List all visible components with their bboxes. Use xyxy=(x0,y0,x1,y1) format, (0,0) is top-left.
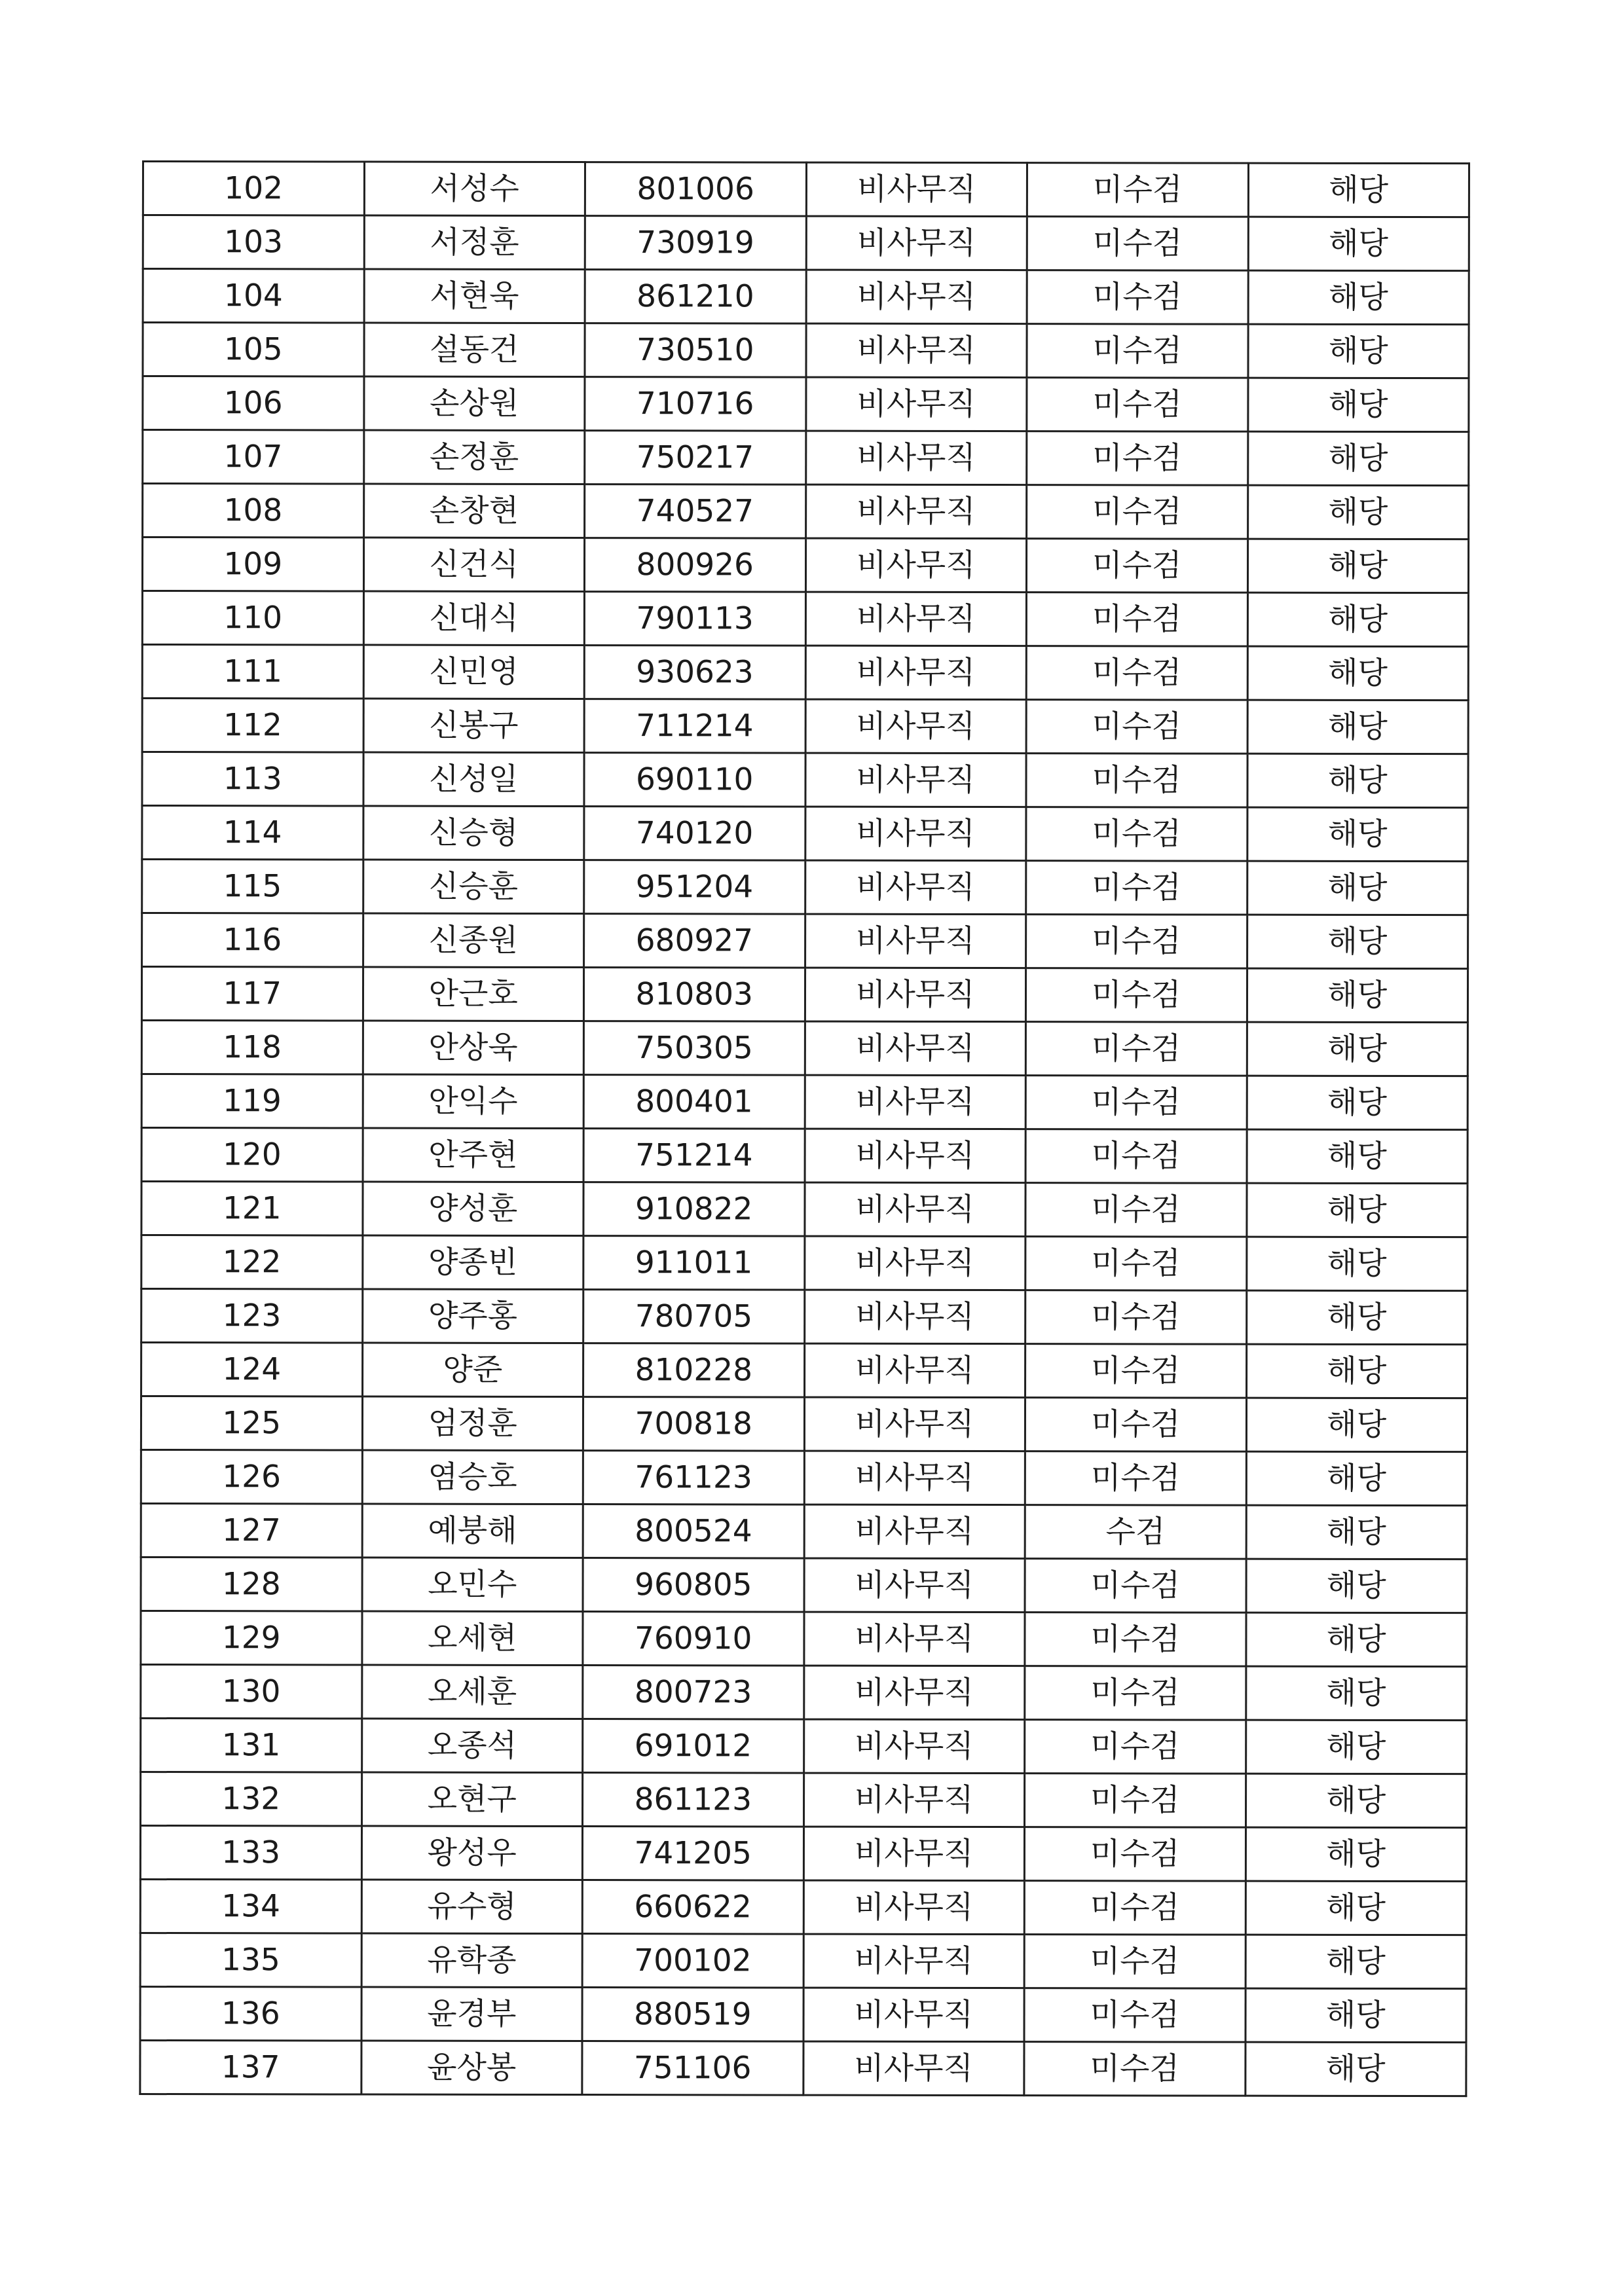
job-type-cell: 비사무직 xyxy=(804,1182,1025,1237)
job-type-cell: 비사무직 xyxy=(803,1666,1025,1720)
table-row xyxy=(143,323,1469,378)
job-type-cell: 비사무직 xyxy=(803,2041,1024,2096)
row-number-cell: 109 xyxy=(142,538,363,592)
birthdate-cell: 750217 xyxy=(585,431,806,485)
job-type-cell: 비사무직 xyxy=(805,914,1026,968)
job-type-cell: 비사무직 xyxy=(803,1880,1025,1935)
applicability-cell: 해당 xyxy=(1245,1988,1466,2043)
table-row xyxy=(142,538,1468,593)
birthdate-cell: 700102 xyxy=(582,1934,803,1988)
birthdate-cell: 751214 xyxy=(583,1129,805,1183)
birthdate-cell: 790113 xyxy=(584,592,805,646)
birthdate-cell: 801006 xyxy=(585,162,806,217)
exam-status-cell: 미수검 xyxy=(1026,754,1247,808)
applicability-cell: 해당 xyxy=(1248,270,1469,325)
table-row xyxy=(140,1933,1466,1988)
birthdate-cell: 800401 xyxy=(583,1075,805,1129)
exam-status-cell: 미수검 xyxy=(1026,646,1247,701)
name-cell: 예붕해 xyxy=(362,1504,583,1558)
job-type-cell: 비사무직 xyxy=(804,1343,1025,1398)
name-cell: 염승호 xyxy=(362,1450,583,1504)
birthdate-cell: 740527 xyxy=(585,484,806,539)
row-number-cell: 131 xyxy=(141,1718,362,1772)
row-number-cell: 132 xyxy=(141,1772,362,1826)
exam-status-cell: 미수검 xyxy=(1024,1935,1246,1989)
job-type-cell: 비사무직 xyxy=(804,1558,1025,1613)
birthdate-cell: 751106 xyxy=(582,2041,803,2096)
row-number-cell: 127 xyxy=(141,1503,362,1558)
table-row xyxy=(143,484,1469,539)
applicability-cell: 해당 xyxy=(1245,2042,1466,2096)
applicability-cell: 해당 xyxy=(1247,646,1469,701)
applicability-cell: 해당 xyxy=(1246,1398,1467,1452)
table-row xyxy=(143,215,1469,271)
birthdate-cell: 780705 xyxy=(583,1290,805,1344)
table-row xyxy=(141,967,1467,1023)
exam-status-cell: 미수검 xyxy=(1025,1022,1247,1076)
applicability-cell: 해당 xyxy=(1247,1076,1468,1130)
birthdate-cell: 761123 xyxy=(583,1451,804,1505)
job-type-cell: 비사무직 xyxy=(805,1075,1026,1129)
row-number-cell: 115 xyxy=(142,860,363,914)
table-row xyxy=(143,430,1469,486)
row-number-cell: 116 xyxy=(142,913,363,968)
name-cell: 오민수 xyxy=(362,1558,583,1612)
row-number-cell: 126 xyxy=(141,1450,362,1504)
applicability-cell: 해당 xyxy=(1246,1183,1467,1237)
table-row xyxy=(142,699,1468,754)
applicability-cell: 해당 xyxy=(1247,1022,1468,1076)
birthdate-cell: 730510 xyxy=(585,323,806,378)
exam-status-cell: 미수검 xyxy=(1027,217,1248,271)
row-number-cell: 107 xyxy=(143,430,364,484)
applicability-cell: 해당 xyxy=(1246,1666,1467,1721)
exam-status-cell: 미수검 xyxy=(1027,378,1248,432)
table-row xyxy=(141,1718,1467,1774)
name-cell: 양준 xyxy=(362,1343,583,1397)
name-cell: 양주홍 xyxy=(362,1289,583,1343)
exam-status-cell: 미수검 xyxy=(1025,1666,1246,1721)
exam-status-cell: 미수검 xyxy=(1025,1076,1247,1130)
table-row xyxy=(143,376,1469,432)
applicability-cell: 해당 xyxy=(1247,431,1469,486)
job-type-cell: 비사무직 xyxy=(805,646,1027,700)
exam-status-cell: 미수검 xyxy=(1027,163,1248,217)
job-type-cell: 비사무직 xyxy=(804,1236,1025,1290)
job-type-cell: 비사무직 xyxy=(803,1827,1025,1881)
birthdate-cell: 660622 xyxy=(582,1880,803,1935)
exam-status-cell: 미수검 xyxy=(1025,968,1247,1023)
birthdate-cell: 960805 xyxy=(583,1558,804,1613)
name-cell: 오현구 xyxy=(361,1772,583,1827)
applicability-cell: 해당 xyxy=(1246,1290,1467,1345)
exam-status-cell: 미수검 xyxy=(1025,1129,1247,1184)
row-number-cell: 121 xyxy=(141,1182,363,1236)
birthdate-cell: 691012 xyxy=(583,1719,804,1774)
exam-status-cell: 미수검 xyxy=(1025,1451,1246,1506)
applicability-cell: 해당 xyxy=(1247,592,1469,647)
table-row xyxy=(143,162,1469,217)
job-type-cell: 비사무직 xyxy=(806,216,1027,270)
applicability-cell: 해당 xyxy=(1246,1505,1467,1559)
table-row xyxy=(141,1343,1467,1398)
table-row xyxy=(143,269,1469,325)
row-number-cell: 123 xyxy=(141,1289,363,1343)
name-cell: 유수형 xyxy=(361,1880,583,1934)
row-number-cell: 114 xyxy=(142,806,363,860)
exam-status-cell: 미수검 xyxy=(1025,1720,1246,1774)
table-row xyxy=(141,1450,1467,1506)
exam-status-cell: 미수검 xyxy=(1026,915,1247,969)
name-cell: 손상원 xyxy=(363,376,585,431)
name-cell: 신성일 xyxy=(363,752,584,807)
job-type-cell: 비사무직 xyxy=(805,1129,1026,1183)
job-type-cell: 비사무직 xyxy=(805,1021,1026,1076)
row-number-cell: 120 xyxy=(141,1128,363,1182)
name-cell: 오세현 xyxy=(361,1611,583,1666)
row-number-cell: 133 xyxy=(140,1825,361,1880)
applicability-cell: 해당 xyxy=(1246,1881,1467,1935)
name-cell: 윤경부 xyxy=(361,1987,582,2041)
row-number-cell: 118 xyxy=(141,1021,363,1075)
applicability-cell: 해당 xyxy=(1246,1451,1467,1506)
exam-status-cell: 미수검 xyxy=(1027,324,1248,378)
row-number-cell: 128 xyxy=(141,1557,362,1611)
exam-status-cell: 미수검 xyxy=(1025,1559,1246,1613)
row-number-cell: 134 xyxy=(140,1879,361,1933)
table-row xyxy=(142,591,1468,647)
name-cell: 왕성우 xyxy=(361,1826,583,1880)
row-number-cell: 136 xyxy=(140,1986,361,2041)
table-row xyxy=(141,1503,1467,1559)
applicability-cell: 해당 xyxy=(1247,539,1469,593)
applicability-cell: 해당 xyxy=(1247,1129,1468,1184)
exam-status-cell: 수검 xyxy=(1025,1505,1246,1559)
table-row xyxy=(140,2040,1466,2096)
birthdate-cell: 710716 xyxy=(585,377,806,431)
applicability-cell: 해당 xyxy=(1247,915,1468,969)
row-number-cell: 137 xyxy=(140,2040,361,2094)
birthdate-cell: 911011 xyxy=(583,1236,805,1290)
job-type-cell: 비사무직 xyxy=(803,1719,1025,1774)
table-row xyxy=(142,913,1468,969)
row-number-cell: 110 xyxy=(142,591,363,646)
exam-status-cell: 미수검 xyxy=(1025,1290,1247,1345)
birthdate-cell: 700818 xyxy=(583,1397,804,1451)
exam-status-cell: 미수검 xyxy=(1026,700,1247,754)
exam-status-cell: 미수검 xyxy=(1027,270,1248,325)
row-number-cell: 103 xyxy=(143,215,364,270)
birthdate-cell: 930623 xyxy=(584,646,805,700)
roster-table xyxy=(139,160,1470,2097)
exam-status-cell: 미수검 xyxy=(1027,431,1248,486)
table-row xyxy=(140,1986,1466,2042)
exam-status-cell: 미수검 xyxy=(1025,1613,1246,1667)
table-row xyxy=(142,752,1468,808)
table-row xyxy=(141,1182,1467,1237)
job-type-cell: 비사무직 xyxy=(805,484,1027,539)
table-row xyxy=(142,645,1468,701)
exam-status-cell: 미수검 xyxy=(1025,1183,1247,1237)
job-type-cell: 비사무직 xyxy=(805,860,1026,915)
job-type-cell: 비사무직 xyxy=(805,807,1026,861)
table-row xyxy=(141,1235,1467,1291)
exam-status-cell: 미수검 xyxy=(1026,539,1247,593)
table-row xyxy=(141,1611,1467,1666)
job-type-cell: 비사무직 xyxy=(803,1612,1025,1666)
table-row xyxy=(140,1879,1466,1935)
row-number-cell: 124 xyxy=(141,1343,363,1397)
birthdate-cell: 741205 xyxy=(582,1827,803,1881)
applicability-cell: 해당 xyxy=(1247,324,1469,378)
row-number-cell: 104 xyxy=(143,269,364,323)
applicability-cell: 해당 xyxy=(1246,1935,1467,1989)
exam-status-cell: 미수검 xyxy=(1024,1988,1246,2043)
applicability-cell: 해당 xyxy=(1246,1720,1467,1774)
applicability-cell: 해당 xyxy=(1246,1237,1467,1291)
name-cell: 서현욱 xyxy=(364,269,585,323)
job-type-cell: 비사무직 xyxy=(805,431,1027,485)
exam-status-cell: 미수검 xyxy=(1026,592,1247,647)
birthdate-cell: 810803 xyxy=(583,968,805,1022)
table-row xyxy=(141,1557,1467,1613)
job-type-cell: 비사무직 xyxy=(803,1988,1024,2042)
row-number-cell: 111 xyxy=(142,645,363,699)
applicability-cell: 해당 xyxy=(1248,217,1469,271)
name-cell: 신대식 xyxy=(363,591,585,646)
name-cell: 윤상봉 xyxy=(361,2041,582,2095)
birthdate-cell: 730919 xyxy=(585,216,806,270)
name-cell: 신승훈 xyxy=(363,860,584,914)
birthdate-cell: 861210 xyxy=(585,270,806,324)
name-cell: 신민영 xyxy=(363,645,585,699)
job-type-cell: 비사무직 xyxy=(804,1451,1025,1505)
birthdate-cell: 880519 xyxy=(582,1988,803,2042)
job-type-cell: 비사무직 xyxy=(806,270,1027,324)
job-type-cell: 비사무직 xyxy=(805,968,1026,1022)
applicability-cell: 해당 xyxy=(1247,968,1468,1023)
job-type-cell: 비사무직 xyxy=(805,323,1027,378)
table-row xyxy=(141,1128,1467,1184)
applicability-cell: 해당 xyxy=(1247,861,1468,915)
name-cell: 신건식 xyxy=(363,538,585,592)
row-number-cell: 102 xyxy=(143,162,364,216)
birthdate-cell: 810228 xyxy=(583,1343,805,1398)
birthdate-cell: 861123 xyxy=(583,1773,804,1827)
name-cell: 손창현 xyxy=(363,484,585,538)
job-type-cell: 비사무직 xyxy=(803,1773,1025,1827)
name-cell: 손정훈 xyxy=(363,430,585,484)
row-number-cell: 117 xyxy=(141,967,363,1021)
birthdate-cell: 951204 xyxy=(584,860,805,915)
applicability-cell: 해당 xyxy=(1248,163,1469,217)
birthdate-cell: 740120 xyxy=(584,807,805,861)
job-type-cell: 비사무직 xyxy=(805,592,1027,646)
job-type-cell: 비사무직 xyxy=(804,1290,1025,1344)
exam-status-cell: 미수검 xyxy=(1025,1398,1246,1452)
exam-status-cell: 미수검 xyxy=(1025,1344,1247,1398)
row-number-cell: 108 xyxy=(143,484,364,538)
applicability-cell: 해당 xyxy=(1247,754,1468,808)
exam-status-cell: 미수검 xyxy=(1025,1774,1246,1828)
table-row xyxy=(141,1772,1467,1827)
job-type-cell: 비사무직 xyxy=(806,162,1027,217)
table-row xyxy=(141,1396,1467,1452)
roster-table-body xyxy=(140,162,1469,2096)
name-cell: 오종석 xyxy=(361,1719,583,1773)
name-cell: 안상욱 xyxy=(363,1021,584,1075)
job-type-cell: 비사무직 xyxy=(805,377,1027,431)
row-number-cell: 129 xyxy=(141,1611,362,1665)
name-cell: 서정훈 xyxy=(364,215,585,270)
applicability-cell: 해당 xyxy=(1246,1344,1467,1398)
birthdate-cell: 690110 xyxy=(584,753,805,807)
birthdate-cell: 711214 xyxy=(584,699,805,754)
name-cell: 양종빈 xyxy=(362,1235,583,1290)
applicability-cell: 해당 xyxy=(1246,1827,1467,1882)
table-row xyxy=(141,1074,1467,1130)
row-number-cell: 119 xyxy=(141,1074,363,1129)
job-type-cell: 비사무직 xyxy=(803,1934,1025,1988)
row-number-cell: 135 xyxy=(140,1933,361,1987)
birthdate-cell: 910822 xyxy=(583,1182,805,1237)
name-cell: 신봉구 xyxy=(363,699,585,753)
name-cell: 안주현 xyxy=(363,1128,584,1182)
table-row xyxy=(142,806,1468,862)
birthdate-cell: 800524 xyxy=(583,1504,804,1559)
job-type-cell: 비사무직 xyxy=(804,1397,1025,1451)
row-number-cell: 130 xyxy=(141,1664,362,1719)
table-row xyxy=(141,1289,1467,1345)
job-type-cell: 비사무직 xyxy=(805,753,1026,807)
row-number-cell: 106 xyxy=(143,376,364,431)
birthdate-cell: 680927 xyxy=(584,914,805,968)
applicability-cell: 해당 xyxy=(1247,485,1469,539)
row-number-cell: 105 xyxy=(143,323,364,377)
birthdate-cell: 800723 xyxy=(583,1666,804,1720)
exam-status-cell: 미수검 xyxy=(1024,1827,1246,1882)
table-row xyxy=(142,860,1468,915)
row-number-cell: 112 xyxy=(142,699,363,753)
applicability-cell: 해당 xyxy=(1246,1559,1467,1613)
name-cell: 신승형 xyxy=(363,806,584,860)
applicability-cell: 해당 xyxy=(1247,700,1469,754)
applicability-cell: 해당 xyxy=(1246,1774,1467,1828)
name-cell: 양성훈 xyxy=(362,1182,583,1236)
row-number-cell: 122 xyxy=(141,1235,363,1290)
name-cell: 설동건 xyxy=(363,323,585,377)
table-row xyxy=(141,1664,1467,1720)
name-cell: 서성수 xyxy=(364,162,585,216)
exam-status-cell: 미수검 xyxy=(1026,807,1247,862)
exam-status-cell: 미수검 xyxy=(1024,2042,1246,2096)
exam-status-cell: 미수검 xyxy=(1024,1881,1246,1935)
name-cell: 오세훈 xyxy=(361,1665,583,1719)
row-number-cell: 125 xyxy=(141,1396,362,1451)
name-cell: 유학종 xyxy=(361,1933,583,1988)
name-cell: 신종원 xyxy=(363,913,584,968)
table-row xyxy=(141,1021,1467,1076)
job-type-cell: 비사무직 xyxy=(805,699,1027,754)
applicability-cell: 해당 xyxy=(1246,1613,1467,1667)
birthdate-cell: 750305 xyxy=(583,1021,805,1076)
name-cell: 안근호 xyxy=(363,967,584,1021)
job-type-cell: 비사무직 xyxy=(804,1504,1025,1559)
birthdate-cell: 760910 xyxy=(583,1612,804,1666)
applicability-cell: 해당 xyxy=(1247,807,1468,862)
exam-status-cell: 미수검 xyxy=(1027,485,1248,539)
job-type-cell: 비사무직 xyxy=(805,538,1027,592)
table-row xyxy=(140,1825,1466,1881)
birthdate-cell: 800926 xyxy=(584,538,805,592)
exam-status-cell: 미수검 xyxy=(1026,861,1247,915)
exam-status-cell: 미수검 xyxy=(1025,1237,1247,1291)
row-number-cell: 113 xyxy=(142,752,363,807)
applicability-cell: 해당 xyxy=(1247,378,1469,432)
name-cell: 엄정훈 xyxy=(362,1396,583,1451)
name-cell: 안익수 xyxy=(363,1074,584,1129)
